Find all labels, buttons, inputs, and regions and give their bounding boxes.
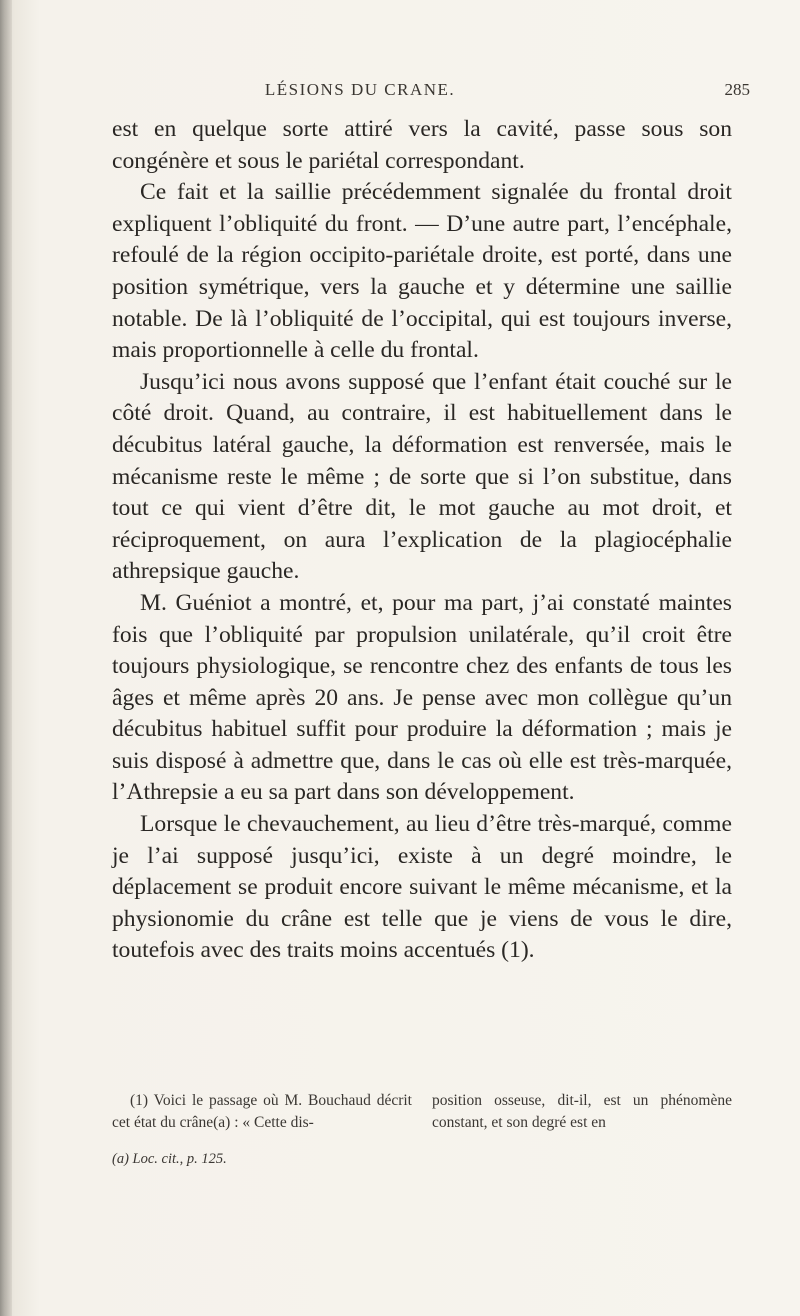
page-number: 285 <box>724 80 750 99</box>
running-title: LÉSIONS DU CRANE. <box>264 80 456 99</box>
main-text <box>112 114 732 967</box>
paragraph-5: Lorsque le chevauchement, au lieu d’être très-marqué, comme je l’ai supposé jusqu’ici, existe à un degré moindre, le déplacement se produit encore suivant le même mécanisme, et la physionomie du crâne est telle que je viens de vous le dire, toutefois avec des traits moins accentués (1). <box>112 811 732 964</box>
footnotes <box>112 1090 732 1170</box>
page-header <box>0 80 800 110</box>
paragraph-1: est en quelque sorte attiré vers la cavité, passe sous son congénère et sous le pariétal correspondant. <box>112 116 732 174</box>
footnote-right-column: position osseuse, dit-il, est un phénomène constant, et son degré est en <box>432 1092 732 1131</box>
page-binding-shadow <box>0 0 12 1316</box>
paragraph-2: Ce fait et la saillie précédemment signalée du frontal droit expliquent l’obliquité du front. — D’une autre part, l’encéphale, refoulé de la région occipito-pariétale droite, est porté, dans une position symétrique, vers la gauche et y détermine une saillie notable. De là l’obliquité de l’occipital, qui est toujours inverse, mais proportionnelle à celle du frontal. <box>112 179 732 364</box>
paragraph-3: Jusqu’ici nous avons supposé que l’enfant était couché sur le côté droit. Quand, au contraire, il est habituellement dans le décubitus latéral gauche, la déformation est renversée, mais le mécanisme reste le même ; de sorte que si l’on substitue, dans tout ce qui vient d’être dit, le mot gauche au mot droit, et réciproquement, on aura l’explication de la plagiocéphalie athrepsique gauche. <box>112 368 732 585</box>
footnote-left-column: (1) Voici le passage où M. Bouchaud décrit cet état du crâne(a) : « Cette dis- <box>112 1092 412 1131</box>
footnote-columns <box>112 1090 732 1134</box>
paragraph-4: M. Guéniot a montré, et, pour ma part, j’ai constaté maintes fois que l’obliquité par propulsion unilatérale, qu’il croit être toujours physiologique, se rencontre chez des enfants de tous les âges et même après 20 ans. Je pense avec mon collègue qu’un décubitus habituel suffit pour produire la déformation ; mais je suis disposé à admettre que, dans le cas où elle est très-marquée, l’Athrepsie a eu sa part dans son développement. <box>112 589 732 806</box>
footnote-reference: (a) Loc. cit., p. 125. <box>112 1151 227 1167</box>
